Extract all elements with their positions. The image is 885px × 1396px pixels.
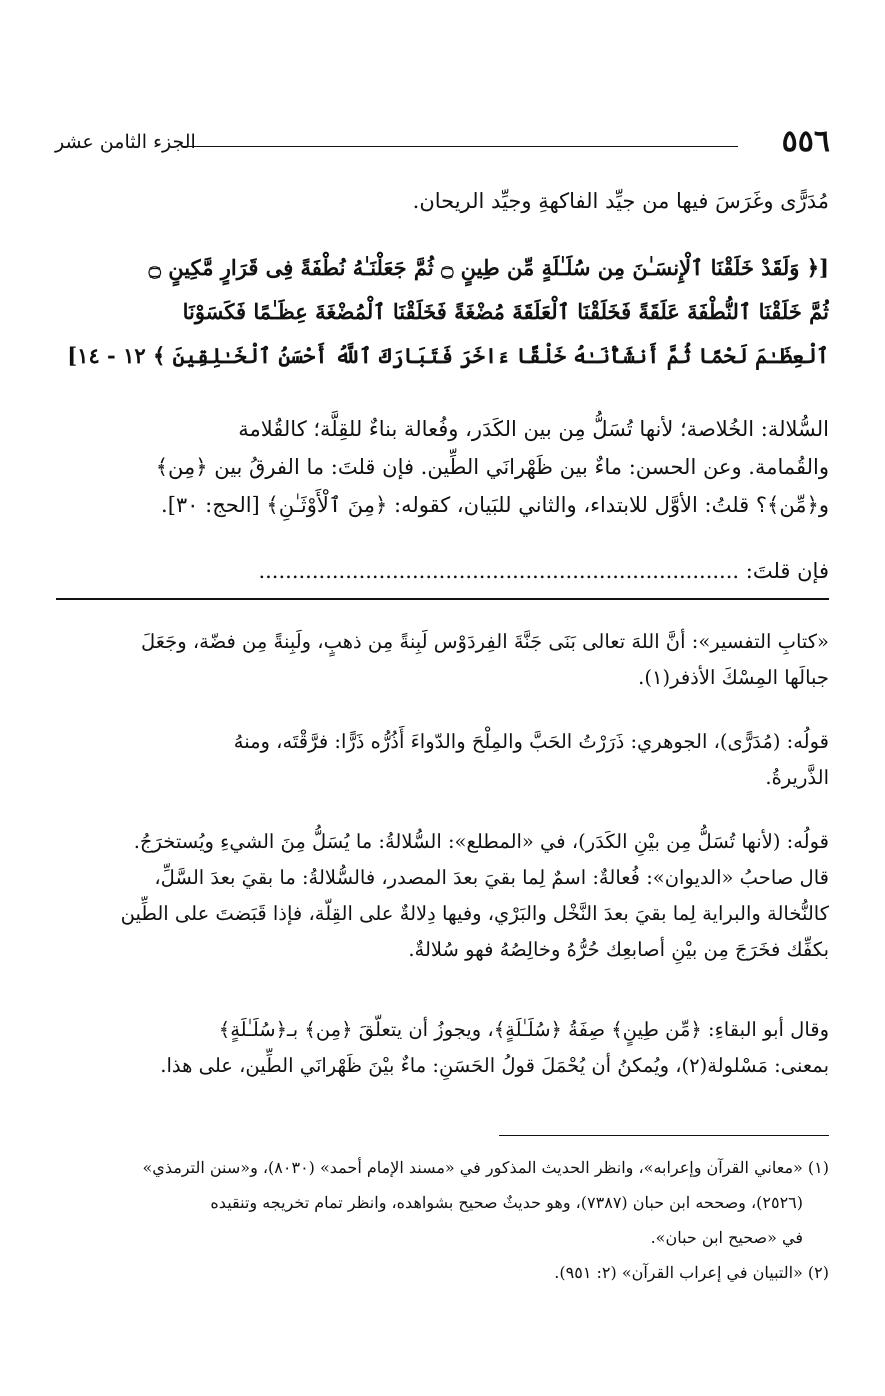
commentary-line: جبالَها المِسْكَ الأذفر(١).	[638, 666, 829, 689]
commentary-line: قال صاحبُ «الديوان»: فُعالةٌ: اسمٌ لِما بقيَ بعدَ المصدر، فالسُّلالةُ: ما بقيَ بعدَ السَّلِّ،	[154, 866, 829, 889]
page-number: ٥٥٦	[781, 124, 830, 159]
commentary-line: وقال أبو البقاءِ: ﴿مِّن طِينٍ﴾ صِفَةُ ﴿سُلَـٰلَةٍ﴾، ويجوزُ أن يتعلّقَ ﴿مِن﴾ بـ﴿سُلَـٰلَةٍ﴾	[218, 1018, 829, 1041]
quran-verse-block	[56, 246, 829, 378]
footnote-line: (١) «معاني القرآن وإعرابه»، وانظر الحديث المذكور في «مسند الإمام أحمد» (٨٠٣٠)، و«سنن الترمذي»	[142, 1158, 829, 1177]
commentary-line: الذَّريرةُ.	[765, 766, 829, 789]
page-header	[55, 124, 830, 160]
main-paragraph-2	[56, 410, 829, 524]
commentary-line: كالنُّخالة والبراية لِما بقيَ بعدَ النَّخْل والبَرْي، وفيها دِلالةٌ على القِلّة، فإذا قَبَضتَ على الطِّين	[120, 902, 829, 925]
dotted-leader: ........................................................................	[258, 559, 740, 583]
footnote-line: (٢٥٢٦)، وصححه ابن حبان (٧٣٨٧)، وهو حديثٌ صحيح بشواهده، وانظر تمام تخريجه وتنقيده	[210, 1193, 803, 1212]
main-text-line: السُّلالة: الخُلاصة؛ لأنها تُسَلُّ مِن بين الكَدَر، وفُعالة بناءٌ للقِلَّة؛ كالقُلامة	[238, 417, 829, 441]
commentary-line: قولُه: (مُدَرًّى)، الجوهري: ذَرَرْتُ الحَبَّ والمِلْحَ والدّواءَ أَذُرُّه ذَرًّا: فرَّقْتَه، ومنهُ	[233, 730, 829, 753]
part-title: الجزء الثامن عشر	[55, 131, 196, 153]
main-paragraph-1	[56, 182, 829, 220]
quran-line: ٱلْعِظَـٰمَ لَحْمًا ثُمَّ أَنشَأْنَـٰهُ خَلْقًا ءَاخَرَ فَتَبَارَكَ ٱللَّهُ أَحْسَنُ ٱلْخَـٰلِقِينَ ﴾ ١٢ - ١٤]	[67, 343, 829, 368]
section-divider	[56, 598, 829, 600]
main-text-line: مُدَرًّى وغَرَسَ فيها من جيِّد الفاكهةِ وجيِّد الريحان.	[412, 189, 829, 213]
main-paragraph-3	[56, 552, 829, 590]
footnote-rule	[499, 1135, 829, 1136]
footnotes	[56, 1150, 829, 1290]
commentary-paragraph-1	[56, 624, 829, 696]
header-rule	[183, 146, 738, 147]
commentary-line: بمعنى: مَسْلولة(٢)، ويُمكنُ أن يُحْمَلَ قولُ الحَسَنِ: ماءٌ بيْنَ ظَهْرانَي الطِّين، على هذا.	[160, 1054, 829, 1077]
quran-line: [﴿ وَلَقَدْ خَلَقْنَا ٱلْإِنسَـٰنَ مِن سُلَـٰلَةٍ مِّن طِينٍ ۝ ثُمَّ جَعَلْنَـٰهُ نُطْفَةً فِى قَرَارٍ مَّكِينٍ ۝	[148, 255, 829, 280]
commentary-paragraph-3	[56, 824, 829, 968]
main-text-line: و﴿مِّن﴾؟ قلتُ: الأوَّل للابتداء، والثاني للبَيان، كقوله: ﴿مِنَ ٱلْأَوْثَـٰنِ﴾ [الحج: ٣٠].	[161, 493, 829, 517]
footnote-line: (٢) «التبيان في إعراب القرآن» (٢: ٩٥١).	[554, 1263, 829, 1282]
commentary-line: «كتابِ التفسير»: أنَّ اللهَ تعالى بَنَى جَنَّةَ الفِردَوْس لَبِنةً مِن ذهبٍ، ولَبِنةً مِن فضّة، وجَعَلَ	[140, 630, 829, 653]
commentary-paragraph-2	[56, 724, 829, 796]
question-lead: فإن قلتَ:	[745, 559, 829, 583]
main-text-line: والقُمامة. وعن الحسن: ماءٌ بين ظَهْرانَي الطِّين. فإن قلتَ: ما الفرقُ بين ﴿مِن﴾	[155, 455, 829, 479]
commentary-paragraph-4	[56, 1012, 829, 1084]
main-text-line	[56, 552, 829, 590]
commentary-line: بكفِّك فخَرَجَ مِن بيْنِ أصابعِك حُرُّهُ وخالِصُهُ فهو سُلالةٌ.	[408, 938, 829, 961]
commentary-line: قولُه: (لأنها تُسَلُّ مِن بيْنِ الكَدَر)، في «المطلع»: السُّلالةُ: ما يُسَلُّ مِنَ الشيءِ ويُستخرَجُ.	[133, 830, 829, 853]
footnote-line: في «صحيح ابن حبان».	[650, 1228, 803, 1247]
quran-line: ثُمَّ خَلَقْنَا ٱلنُّطْفَةَ عَلَقَةً فَخَلَقْنَا ٱلْعَلَقَةَ مُضْغَةً فَخَلَقْنَا ٱلْمُضْغَةَ عِظَـٰمًا فَكَسَوْنَا	[182, 299, 829, 324]
